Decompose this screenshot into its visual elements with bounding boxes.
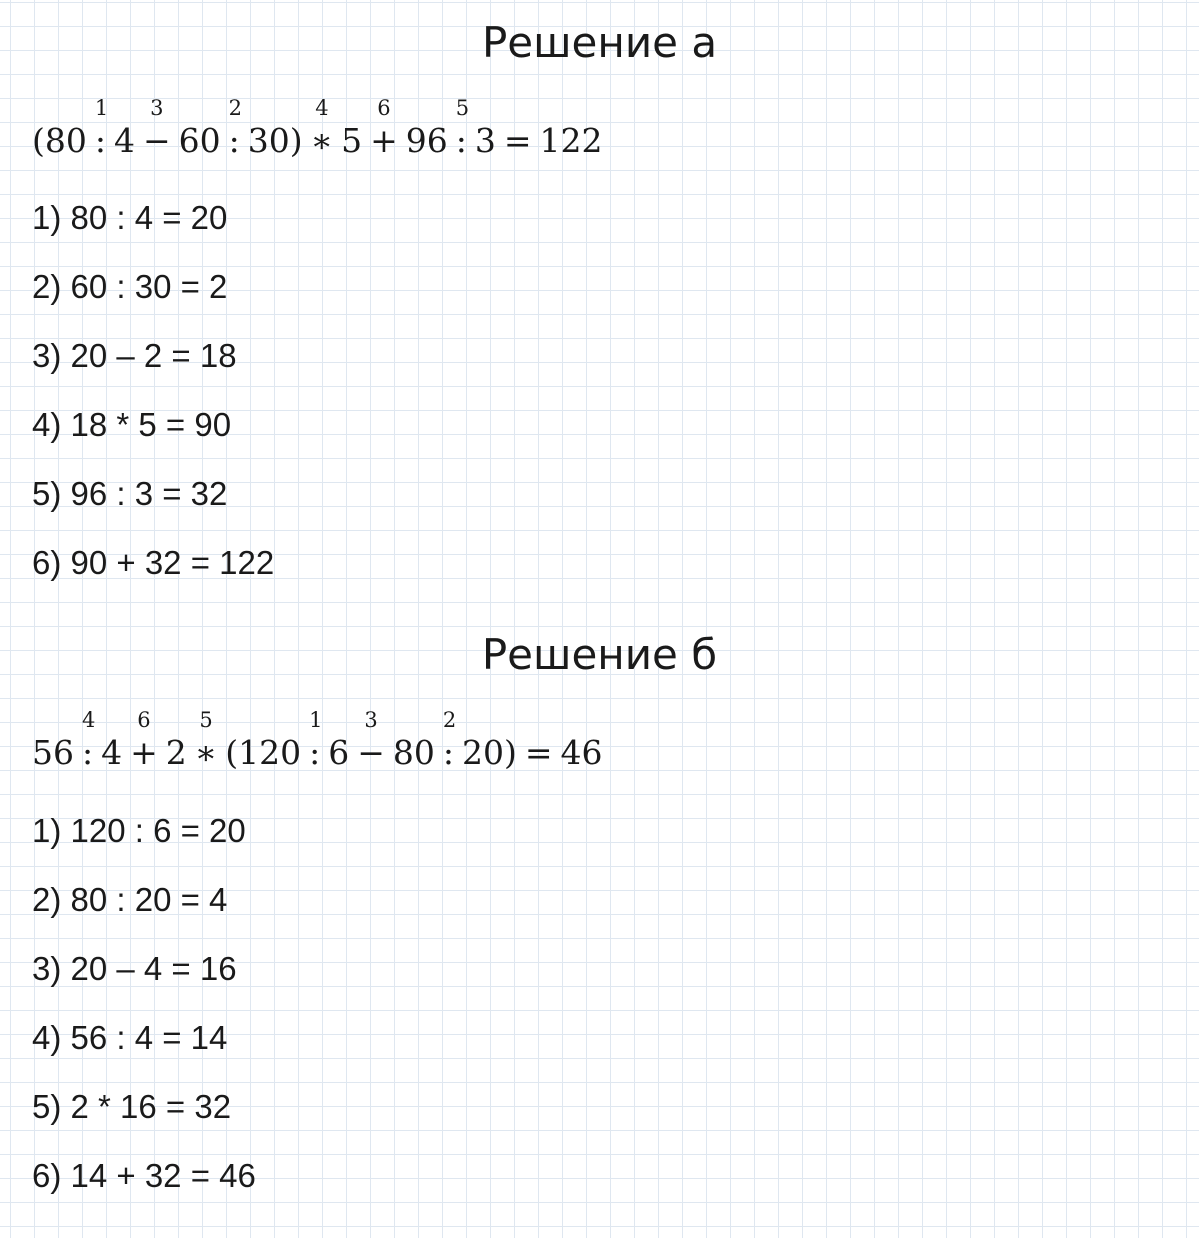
expr-term: 20) [462,733,517,772]
section-a-expression [32,98,603,188]
operator-symbol: : [309,733,321,772]
equals-symbol: = [503,121,532,160]
expr-term: 96 [405,121,448,160]
section-a-step-4: 4) 18 * 5 = 90 [32,406,232,443]
operator-symbol: ∗ [194,733,218,772]
expr-term: 6 [328,733,350,772]
section-a-step-5: 5) 96 : 3 = 32 [32,475,228,512]
expr-operator [370,96,398,160]
operation-order: 2 [442,708,457,732]
operator-symbol: : [94,121,106,160]
section-b-step-2: 2) 80 : 20 = 4 [32,881,228,918]
operator-symbol: + [370,121,398,160]
operation-order: 4 [315,96,329,120]
expr-term: (120 [225,733,302,772]
operation-order: 6 [377,96,391,120]
expr-term: 56 [32,733,74,772]
operation-order: 3 [150,96,164,120]
expr-term: 4 [101,733,123,772]
operator-symbol: + [130,733,158,772]
section-a-title: Решение а [481,18,718,67]
operator-symbol: : [442,733,454,772]
operation-order: 5 [455,96,470,120]
section-b-step-3: 3) 20 – 4 = 16 [32,950,237,987]
section-a-step-2: 2) 60 : 30 = 2 [32,268,228,305]
operator-symbol: − [357,733,385,772]
expr-term: 5 [341,121,363,160]
operation-order: 2 [228,96,243,120]
expr-term: 4 [114,121,135,160]
expr-result: 46 [560,733,603,772]
operation-order: 4 [82,708,96,732]
expr-operator [310,96,334,160]
expr-operator [194,708,218,772]
operation-order: 5 [199,708,213,732]
operation-order: 1 [309,708,323,732]
expr-term: 3 [474,121,496,160]
expr-operator [455,96,470,160]
operation-order: 1 [94,96,109,120]
expr-term: 80 [392,733,435,772]
section-b-step-5: 5) 2 * 16 = 32 [32,1088,232,1125]
expr-operator [130,708,158,772]
expr-term: 60 [178,121,221,160]
operator-symbol: : [228,121,240,160]
section-b-step-1: 1) 120 : 6 = 20 [32,812,246,849]
operator-symbol: ∗ [310,121,334,160]
operation-order: 6 [137,708,151,732]
section-b-expression [32,710,603,800]
expr-operator [94,96,109,160]
section-b-step-4: 4) 56 : 4 = 14 [32,1019,228,1056]
expr-term: 2 [165,733,187,772]
operator-symbol: : [455,121,467,160]
expr-term: (80 [32,121,87,160]
expr-operator [309,708,323,772]
equals-symbol: = [524,733,553,772]
expr-term: 30) [247,121,303,160]
expr-result: 122 [539,121,603,160]
expr-equals [503,98,532,160]
expr-operator [82,708,96,772]
operation-order: 3 [364,708,378,732]
expr-operator [357,708,385,772]
operator-symbol: : [82,733,94,772]
expr-operator [442,708,457,772]
expr-operator [143,96,171,160]
section-b-step-6: 6) 14 + 32 = 46 [32,1157,256,1194]
operator-symbol: − [143,121,171,160]
section-a-step-6: 6) 90 + 32 = 122 [32,544,275,581]
expr-operator [228,96,243,160]
section-a-step-3: 3) 20 – 2 = 18 [32,337,237,374]
section-a-step-1: 1) 80 : 4 = 20 [32,199,228,236]
section-b-title: Решение б [481,630,718,679]
expr-equals [524,710,553,772]
